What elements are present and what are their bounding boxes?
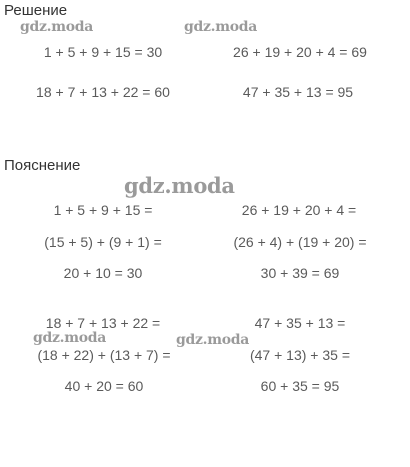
explanation-step: 20 + 10 = 30 xyxy=(63,265,143,281)
solution-equation: 26 + 19 + 20 + 4 = 69 xyxy=(233,44,367,60)
solution-equation: 1 + 5 + 9 + 15 = 30 xyxy=(43,44,163,60)
solution-heading: Решение xyxy=(4,2,68,19)
explanation-step: (15 + 5) + (9 + 1) = xyxy=(44,234,162,250)
explanation-step: 60 + 35 = 95 xyxy=(260,378,340,394)
explanation-step: (47 + 13) + 35 = xyxy=(249,347,351,363)
explanation-heading: Пояснение xyxy=(4,157,81,174)
watermark: gdz.moda xyxy=(20,19,94,35)
solution-equation: 47 + 35 + 13 = 95 xyxy=(242,84,354,100)
solution-equation: 18 + 7 + 13 + 22 = 60 xyxy=(36,84,170,100)
explanation-step: 40 + 20 = 60 xyxy=(64,378,144,394)
explanation-step: 18 + 7 + 13 + 22 = xyxy=(45,315,161,331)
watermark: gdz.moda xyxy=(184,19,258,35)
explanation-step: 1 + 5 + 9 + 15 = xyxy=(53,202,153,218)
explanation-step: 30 + 39 = 69 xyxy=(260,265,340,281)
explanation-step: (18 + 22) + (13 + 7) = xyxy=(37,347,171,363)
watermark: gdz.moda xyxy=(33,330,107,346)
explanation-step: 26 + 19 + 20 + 4 = xyxy=(241,202,357,218)
watermark: gdz.moda xyxy=(124,173,235,198)
explanation-step: (26 + 4) + (19 + 20) = xyxy=(233,234,367,250)
explanation-step: 47 + 35 + 13 = xyxy=(254,315,346,331)
watermark: gdz.moda xyxy=(176,332,250,348)
